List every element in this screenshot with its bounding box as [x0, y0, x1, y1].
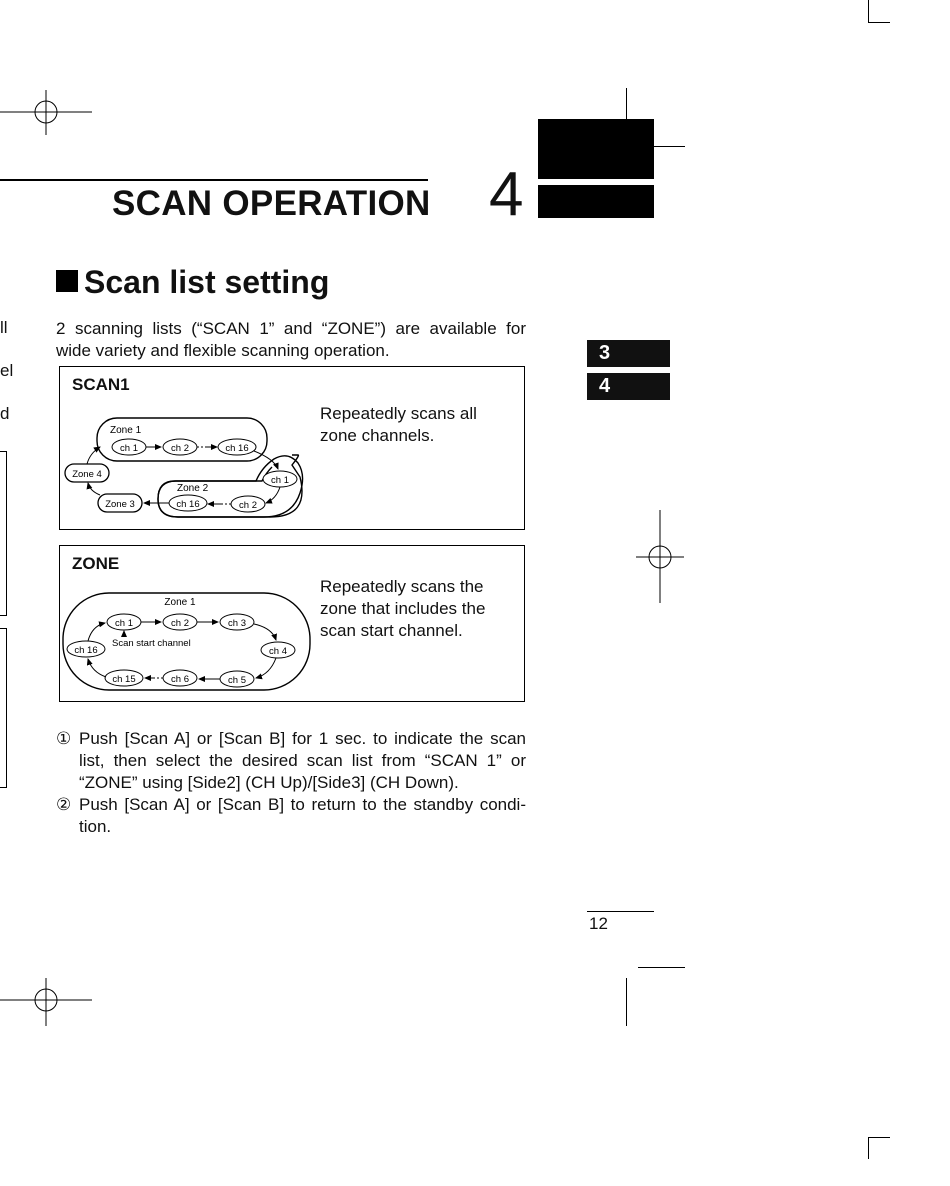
scan1-title: SCAN1	[72, 375, 130, 394]
registration-mark	[0, 90, 95, 140]
zone-desc-line: Repeatedly scans the	[320, 577, 484, 596]
intro-line: wide variety and flexible scanning operation.	[56, 341, 390, 360]
chapter-number: 4	[489, 160, 524, 229]
step-line: “ZONE” using [Side2] (CH Up)/[Side3] (CH Down).	[79, 773, 459, 792]
channel-label: ch 16	[225, 443, 249, 454]
crop-mark	[868, 1137, 890, 1138]
step-number: ①	[56, 729, 72, 748]
scan-arrow	[88, 623, 105, 641]
crop-mark	[626, 978, 627, 1026]
chapter-block-top	[538, 119, 654, 179]
square-bullet-icon	[56, 270, 78, 292]
header-rule	[0, 179, 428, 181]
registration-mark	[0, 978, 95, 1028]
step-1	[56, 728, 526, 794]
zone1-label: Zone 1	[164, 597, 196, 608]
edge-box	[0, 451, 7, 616]
tab-chapter-3: 3	[587, 340, 670, 367]
page-number: 12	[589, 914, 608, 933]
edge-fragment: el	[0, 361, 14, 380]
crop-mark	[868, 0, 869, 22]
step-line: Push [Scan A] or [Scan B] for 1 sec. to indicate the scan	[79, 729, 526, 748]
zone1-label: Zone 1	[110, 425, 142, 436]
edge-fragment: d	[0, 404, 10, 423]
scan-arrow	[256, 658, 276, 678]
channel-label: ch 16	[74, 645, 98, 656]
scan1-box	[59, 366, 525, 530]
scan-start-label: Scan start channel	[112, 638, 191, 649]
chapter-block-bottom	[538, 185, 654, 218]
scan1-desc-line: zone channels.	[320, 426, 435, 445]
edge-box	[0, 628, 7, 788]
channel-label: ch 1	[271, 475, 289, 486]
step-number: ②	[56, 795, 72, 814]
step-line: tion.	[79, 817, 112, 836]
channel-label: ch 2	[171, 618, 189, 629]
channel-label: ch 6	[171, 674, 189, 685]
edge-fragment: ll	[0, 318, 8, 337]
channel-label: ch 15	[112, 674, 136, 685]
scan-arrow	[88, 659, 106, 677]
channel-label: ch 1	[120, 443, 138, 454]
step-2	[56, 794, 526, 838]
channel-label: ch 5	[228, 675, 246, 686]
chapter-title: SCAN OPERATION	[112, 184, 431, 223]
scan1-desc-line: Repeatedly scans all	[320, 404, 477, 423]
tab-chapter-4: 4	[587, 373, 670, 400]
section-title-text: Scan list setting	[84, 264, 330, 300]
step-line: Push [Scan A] or [Scan B] to return to the standby condi-	[79, 795, 526, 814]
zone-desc-line: scan start channel.	[320, 621, 463, 640]
scan1-diagram	[60, 367, 524, 529]
channel-label: ch 2	[239, 500, 257, 511]
crop-mark	[638, 967, 685, 968]
channel-label: ch 3	[228, 618, 246, 629]
zone3-label: Zone 3	[105, 499, 135, 510]
intro-line: 2 scanning lists (“SCAN 1” and “ZONE”) are available for	[56, 319, 526, 338]
channel-label: ch 1	[115, 618, 133, 629]
zone2-label: Zone 2	[177, 483, 209, 494]
channel-label: ch 2	[171, 443, 189, 454]
intro-paragraph	[56, 318, 526, 362]
zone-box	[59, 545, 525, 702]
scan-arrow	[88, 483, 100, 495]
instruction-steps	[56, 728, 526, 838]
zone-desc-line: zone that includes the	[320, 599, 486, 618]
crop-mark	[868, 1137, 869, 1159]
channel-label: ch 4	[269, 646, 287, 657]
zone4-label: Zone 4	[72, 469, 102, 480]
section-title	[56, 264, 329, 301]
step-line: list, then select the desired scan list from “SCAN 1” or	[79, 751, 526, 770]
zone-diagram	[60, 546, 524, 701]
zone-title: ZONE	[72, 554, 120, 573]
scan-arrow	[254, 624, 276, 640]
page-number-rule	[587, 911, 654, 912]
scan-arrow	[266, 487, 280, 503]
registration-mark	[636, 510, 686, 605]
channel-label: ch 16	[176, 499, 200, 510]
crop-mark	[868, 22, 890, 23]
scan-arrow	[87, 447, 100, 464]
